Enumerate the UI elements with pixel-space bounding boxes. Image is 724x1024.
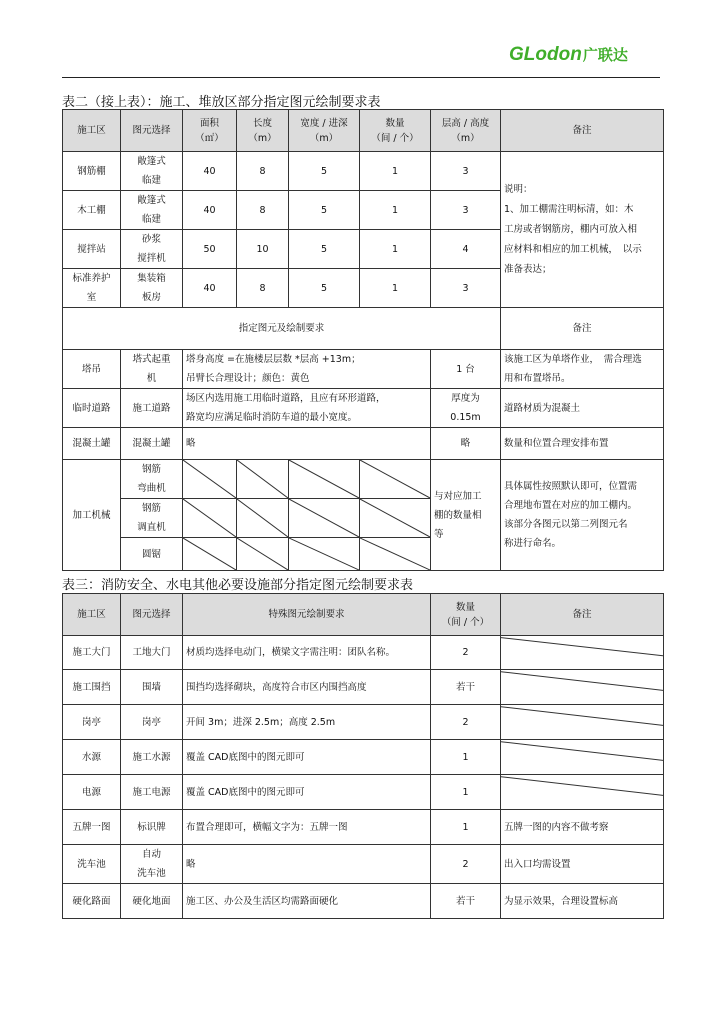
note-cell: 数量和位置合理安排布置 bbox=[501, 428, 664, 460]
table-row bbox=[63, 810, 664, 845]
count-cell: 略 bbox=[431, 428, 501, 460]
diagonal-empty-cell bbox=[289, 499, 360, 538]
logo-latin-text: GLodon bbox=[509, 44, 582, 65]
area-cell: 塔吊 bbox=[63, 350, 121, 389]
th-size: 面积 （㎡） bbox=[183, 110, 237, 152]
width-cell: 5 bbox=[289, 269, 360, 308]
th-requirement: 特殊图元绘制要求 bbox=[183, 594, 431, 636]
element-cell: 砂浆 搅拌机 bbox=[121, 230, 183, 269]
table-row bbox=[63, 705, 664, 740]
table-row bbox=[63, 389, 664, 428]
element-cell: 敞篷式 临建 bbox=[121, 152, 183, 191]
sub-header-note: 备注 bbox=[501, 308, 664, 350]
height-cell: 4 bbox=[431, 230, 501, 269]
count-cell: 1 台 bbox=[431, 350, 501, 389]
req-cell: 略 bbox=[183, 845, 431, 884]
width-cell: 5 bbox=[289, 230, 360, 269]
count-cell: 2 bbox=[431, 636, 501, 670]
area-cell: 电源 bbox=[63, 775, 121, 810]
element-cell: 塔式起重 机 bbox=[121, 350, 183, 389]
diagonal-empty-cell bbox=[237, 538, 289, 571]
area-cell: 硬化路面 bbox=[63, 884, 121, 919]
diagonal-empty-cell bbox=[289, 460, 360, 499]
table-row bbox=[63, 775, 664, 810]
table-row bbox=[63, 845, 664, 884]
th-note: 备注 bbox=[501, 594, 664, 636]
req-cell: 略 bbox=[183, 428, 431, 460]
table2-subheader-row bbox=[63, 308, 664, 350]
element-cell: 钢筋 弯曲机 bbox=[121, 460, 183, 499]
note-cell-empty bbox=[501, 670, 664, 705]
size-cell: 40 bbox=[183, 152, 237, 191]
diagonal-empty-cell bbox=[237, 499, 289, 538]
table2 bbox=[62, 109, 664, 571]
element-cell: 工地大门 bbox=[121, 636, 183, 670]
th-element: 图元选择 bbox=[121, 594, 183, 636]
area-cell: 混凝土罐 bbox=[63, 428, 121, 460]
count-cell: 若干 bbox=[431, 884, 501, 919]
count-cell: 与对应加工 棚的数量相 等 bbox=[431, 460, 501, 571]
diagonal-empty-cell bbox=[360, 538, 431, 571]
sub-header-req: 指定图元及绘制要求 bbox=[63, 308, 501, 350]
element-cell: 施工电源 bbox=[121, 775, 183, 810]
diagonal-empty-cell bbox=[237, 460, 289, 499]
count-cell: 1 bbox=[360, 269, 431, 308]
area-cell: 钢筋棚 bbox=[63, 152, 121, 191]
count-cell: 厚度为 0.15m bbox=[431, 389, 501, 428]
area-cell: 标准养护 室 bbox=[63, 269, 121, 308]
table-row bbox=[63, 670, 664, 705]
size-cell: 50 bbox=[183, 230, 237, 269]
area-cell: 施工围挡 bbox=[63, 670, 121, 705]
table3-caption: 表三：消防安全、水电其他必要设施部分指定图元绘制要求表 bbox=[62, 578, 414, 593]
element-cell: 混凝土罐 bbox=[121, 428, 183, 460]
req-cell: 开间 3m；进深 2.5m；高度 2.5m bbox=[183, 705, 431, 740]
req-cell: 覆盖 CAD底图中的图元即可 bbox=[183, 775, 431, 810]
element-cell: 集装箱 板房 bbox=[121, 269, 183, 308]
height-cell: 3 bbox=[431, 269, 501, 308]
note-cell-empty bbox=[501, 775, 664, 810]
table-row bbox=[63, 460, 664, 499]
count-cell: 1 bbox=[431, 740, 501, 775]
table2-caption: 表二（接上表）：施工、堆放区部分指定图元绘制要求表 bbox=[62, 95, 381, 110]
area-cell: 临时道路 bbox=[63, 389, 121, 428]
area-cell: 五牌一图 bbox=[63, 810, 121, 845]
area-cell: 加工机械 bbox=[63, 460, 121, 571]
note-cell: 该施工区为单塔作业， 需合理选 用和布置塔吊。 bbox=[501, 350, 664, 389]
area-cell: 洗车池 bbox=[63, 845, 121, 884]
th-count: 数量 （间 / 个） bbox=[431, 594, 501, 636]
element-cell: 岗亭 bbox=[121, 705, 183, 740]
size-cell: 40 bbox=[183, 269, 237, 308]
note-cell-empty bbox=[501, 705, 664, 740]
height-cell: 3 bbox=[431, 152, 501, 191]
element-cell: 施工水源 bbox=[121, 740, 183, 775]
length-cell: 10 bbox=[237, 230, 289, 269]
note-cell-empty bbox=[501, 740, 664, 775]
width-cell: 5 bbox=[289, 191, 360, 230]
area-cell: 施工大门 bbox=[63, 636, 121, 670]
company-logo bbox=[509, 44, 628, 68]
table-row bbox=[63, 152, 664, 191]
count-cell: 1 bbox=[431, 810, 501, 845]
note-cell: 道路材质为混凝土 bbox=[501, 389, 664, 428]
element-cell: 自动 洗车池 bbox=[121, 845, 183, 884]
note-cell: 为显示效果，合理设置标高 bbox=[501, 884, 664, 919]
table-row bbox=[63, 740, 664, 775]
table-row bbox=[63, 428, 664, 460]
table-row bbox=[63, 350, 664, 389]
logo-cn-text: 广联达 bbox=[582, 46, 628, 64]
th-note: 备注 bbox=[501, 110, 664, 152]
count-cell: 1 bbox=[431, 775, 501, 810]
count-cell: 1 bbox=[360, 230, 431, 269]
width-cell: 5 bbox=[289, 152, 360, 191]
note-cell: 具体属性按照默认即可，位置需 合理地布置在对应的加工棚内。 该部分各图元以第二列图元名 称进行命名。 bbox=[501, 460, 664, 571]
req-cell: 围挡均选择砌块，高度符合市区内围挡高度 bbox=[183, 670, 431, 705]
diagonal-empty-cell bbox=[183, 538, 237, 571]
area-cell: 木工棚 bbox=[63, 191, 121, 230]
th-element: 图元选择 bbox=[121, 110, 183, 152]
element-cell: 围墙 bbox=[121, 670, 183, 705]
diagonal-empty-cell bbox=[183, 460, 237, 499]
area-cell: 岗亭 bbox=[63, 705, 121, 740]
note-cell-empty bbox=[501, 636, 664, 670]
req-cell: 材质均选择电动门，横梁文字需注明：团队名称。 bbox=[183, 636, 431, 670]
element-cell: 圆锯 bbox=[121, 538, 183, 571]
diagonal-empty-cell bbox=[360, 499, 431, 538]
element-cell: 硬化地面 bbox=[121, 884, 183, 919]
req-cell: 覆盖 CAD底图中的图元即可 bbox=[183, 740, 431, 775]
note-cell: 五牌一图的内容不做考察 bbox=[501, 810, 664, 845]
diagonal-empty-cell bbox=[289, 538, 360, 571]
length-cell: 8 bbox=[237, 152, 289, 191]
element-cell: 钢筋 调直机 bbox=[121, 499, 183, 538]
height-cell: 3 bbox=[431, 191, 501, 230]
size-cell: 40 bbox=[183, 191, 237, 230]
req-cell: 布置合理即可，横幅文字为：五牌一图 bbox=[183, 810, 431, 845]
th-count: 数量 （间 / 个） bbox=[360, 110, 431, 152]
count-cell: 2 bbox=[431, 705, 501, 740]
header-rule bbox=[62, 77, 660, 78]
th-area: 施工区 bbox=[63, 594, 121, 636]
length-cell: 8 bbox=[237, 269, 289, 308]
area-cell: 水源 bbox=[63, 740, 121, 775]
th-width: 宽度 / 进深 （m） bbox=[289, 110, 360, 152]
count-cell: 1 bbox=[360, 152, 431, 191]
area-cell: 搅拌站 bbox=[63, 230, 121, 269]
table2-note: 说明： 1、加工棚需注明标清，如：木 工房或者钢筋房，棚内可放入相 应材料和相应的加工机械， 以示 准备表达； bbox=[501, 152, 664, 308]
count-cell: 若干 bbox=[431, 670, 501, 705]
table-row bbox=[63, 884, 664, 919]
th-length: 长度 （m） bbox=[237, 110, 289, 152]
th-height: 层高 / 高度 （m） bbox=[431, 110, 501, 152]
req-cell: 施工区、办公及生活区均需路面硬化 bbox=[183, 884, 431, 919]
note-cell: 出入口均需设置 bbox=[501, 845, 664, 884]
table2-header-row bbox=[63, 110, 664, 152]
diagonal-empty-cell bbox=[360, 460, 431, 499]
diagonal-empty-cell bbox=[183, 499, 237, 538]
count-cell: 2 bbox=[431, 845, 501, 884]
table3 bbox=[62, 593, 664, 919]
element-cell: 施工道路 bbox=[121, 389, 183, 428]
req-cell: 塔身高度 =在施楼层层数 *层高 +13m； 吊臂长合理设计；颜色：黄色 bbox=[183, 350, 431, 389]
length-cell: 8 bbox=[237, 191, 289, 230]
element-cell: 标识牌 bbox=[121, 810, 183, 845]
table-row bbox=[63, 636, 664, 670]
count-cell: 1 bbox=[360, 191, 431, 230]
element-cell: 敞篷式 临建 bbox=[121, 191, 183, 230]
req-cell: 场区内选用施工用临时道路，且应有环形道路， 路宽均应满足临时消防车道的最小宽度。 bbox=[183, 389, 431, 428]
table3-header-row bbox=[63, 594, 664, 636]
th-area: 施工区 bbox=[63, 110, 121, 152]
